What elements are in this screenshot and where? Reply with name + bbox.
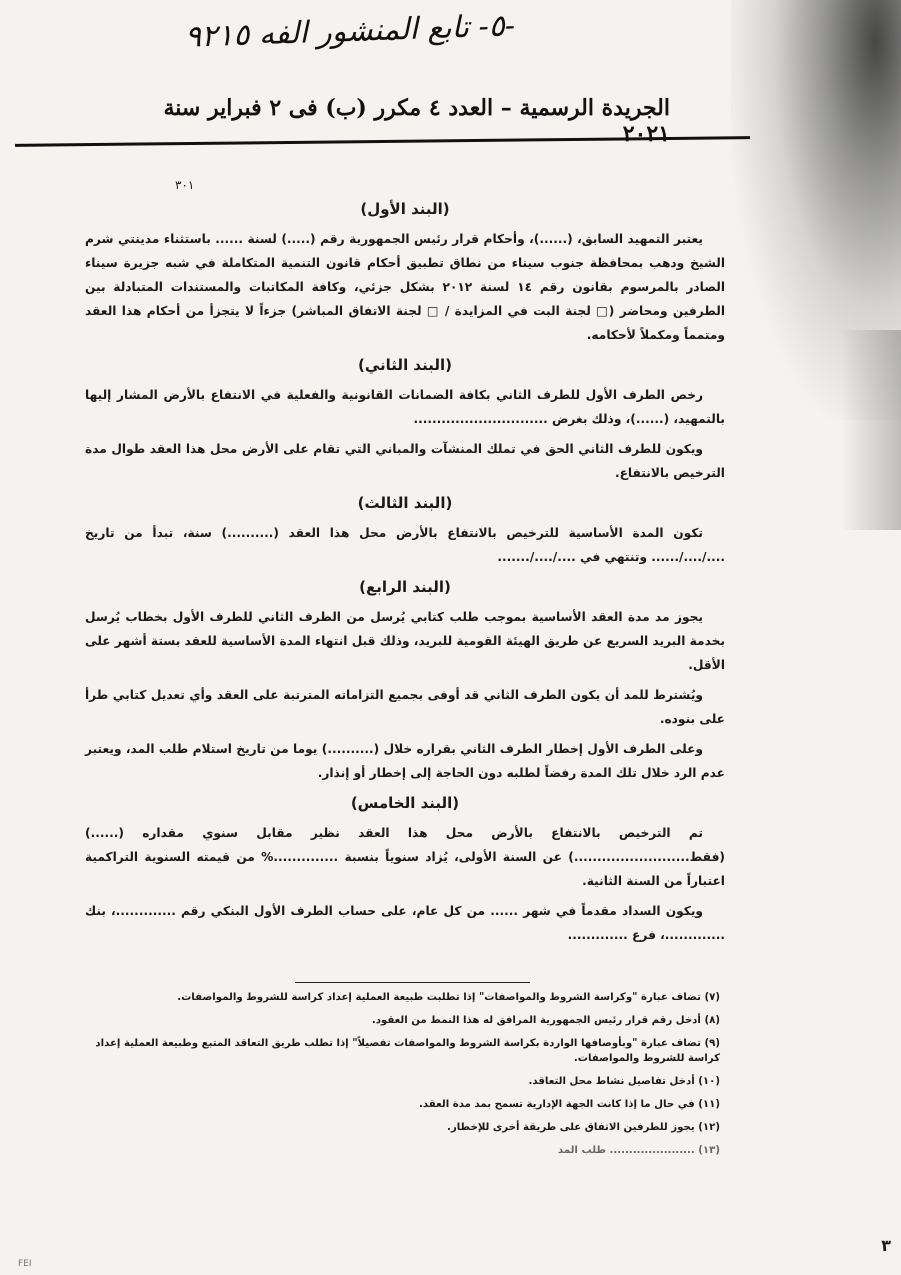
footnote: (١١) في حال ما إذا كانت الجهة الإدارية تسمح بمد مدة العقد.: [419, 1099, 720, 1110]
section-3: [85, 491, 725, 569]
section-paragraph: ويكون السداد مقدماً في شهر ...... من كل عام، على حساب الطرف الأول البنكي رقم .............، بنك .............، فرع .............: [85, 904, 725, 942]
section-paragraph: وعلى الطرف الأول إخطار الطرف الثاني بقراره خلال (..........) يوما من تاريخ استلام طلب المد، ويعتبر عدم الرد خلال تلك المدة رفضاً لطلبه دون الحاجة إلى إخطار أو إنذار.: [85, 742, 725, 780]
footnote: (٧) تضاف عبارة "وكراسة الشروط والمواصفات" إذا تطلبت طبيعة العملية إعداد كراسة للشروط والمواصفات.: [177, 992, 720, 1003]
section-heading: (البند الثاني): [358, 356, 452, 374]
footnote: (١٢) يجوز للطرفين الاتفاق على طريقة أخرى للإخطار.: [447, 1122, 720, 1133]
scan-shadow: [731, 0, 901, 420]
scan-corner-mark: FEI: [18, 1259, 32, 1269]
footnotes: [60, 990, 720, 1166]
gazette-header: الجريدة الرسمية – العدد ٤ مكرر (ب) فى ٢ فبراير سنة ٢٠٢١: [163, 95, 670, 147]
document-body: [85, 195, 725, 953]
section-paragraph: تكون المدة الأساسية للترخيص بالانتفاع بالأرض محل هذا العقد (..........) سنة، تبدأ من تاريخ ..../..../...... وتنتهي في ..../..../.......: [85, 526, 725, 564]
footnote: (٨) أدخل رقم قرار رئيس الجمهورية المرافق له هذا النمط من العقود.: [371, 1015, 720, 1026]
scan-shadow-edge: [841, 330, 901, 530]
handwritten-note: -٥- تابع المنشور الفه ٩٢١٥: [184, 8, 516, 55]
section-paragraph: تم الترخيص بالانتفاع بالأرض محل هذا العقد نظير مقابل سنوي مقداره (......) (فقط.........................) عن السنة الأولى، يُزاد سنوياً بنسبة ..............% من قيمته السنوية التراكمية اعتباراً من السنة الثانية.: [85, 826, 725, 888]
footnote: (١٠) أدخل تفاصيل نشاط محل التعاقد.: [528, 1076, 720, 1087]
section-heading: (البند الثالث): [357, 494, 453, 512]
section-heading: (البند الرابع): [359, 578, 451, 596]
page-mark: ٣٠١: [175, 178, 195, 192]
section-paragraph: ويُشترط للمد أن يكون الطرف الثاني قد أوفى بجميع التزاماته المترتبة على العقد وأي تعديل كتابي طرأ على بنوده.: [85, 688, 725, 726]
section-4: [85, 575, 725, 785]
footnote-divider: [295, 982, 530, 983]
section-heading: (البند الخامس): [350, 794, 460, 812]
section-1: [85, 197, 725, 347]
page-number: ٣: [881, 1236, 891, 1255]
section-paragraph: رخص الطرف الأول للطرف الثاني بكافة الضمانات القانونية والفعلية في الانتفاع بالأرض المشار إليها بالتمهيد، (......)، وذلك بغرض .............................: [85, 388, 725, 426]
section-paragraph: يعتبر التمهيد السابق، (......)، وأحكام قرار رئيس الجمهورية رقم (.....) لسنة ...... باستثناء مدينتي شرم الشيخ ودهب بمحافظة جنوب سيناء من نطاق تطبيق أحكام قانون التنمية المتكاملة في شبه جزيرة سيناء الصادر بالمرسوم بقانون رقم ١٤ لسنة ٢٠١٢ بشكل جزئي، وكافة المكاتبات والمستندات المتبادلة بين الطرفين ومحاضر (□ لجنة البت في المزايدة / □ لجنة الاتفاق المباشر) جزءاً لا يتجزأ من أحكام هذا العقد ومتمماً ومكملاً لأحكامه.: [85, 232, 725, 342]
footnote: (٩) تضاف عبارة "وبأوصافها الواردة بكراسة الشروط والمواصفات تفصيلاً" إذا تطلب طريق التعاقد المتبع وطبيعة العملية إعداد كراسة للشروط والمواصفات.: [95, 1038, 720, 1064]
section-heading: (البند الأول): [360, 200, 450, 218]
section-5: [85, 791, 725, 947]
section-paragraph: يجوز مد مدة العقد الأساسية بموجب طلب كتابي يُرسل من الطرف الثاني للطرف الأول بخطاب يُرسل بخدمة البريد السريع عن طريق الهيئة القومية للبريد، وذلك قبل انتهاء المدة الأساسية للعقد بستة أشهر على الأقل.: [85, 610, 725, 672]
footnote: (١٣) ...................... طلب المد: [557, 1145, 720, 1156]
section-2: [85, 353, 725, 485]
section-paragraph: ويكون للطرف الثاني الحق في تملك المنشآت والمباني التي تقام على الأرض محل هذا العقد طوال مدة الترخيص بالانتفاع.: [85, 442, 725, 480]
